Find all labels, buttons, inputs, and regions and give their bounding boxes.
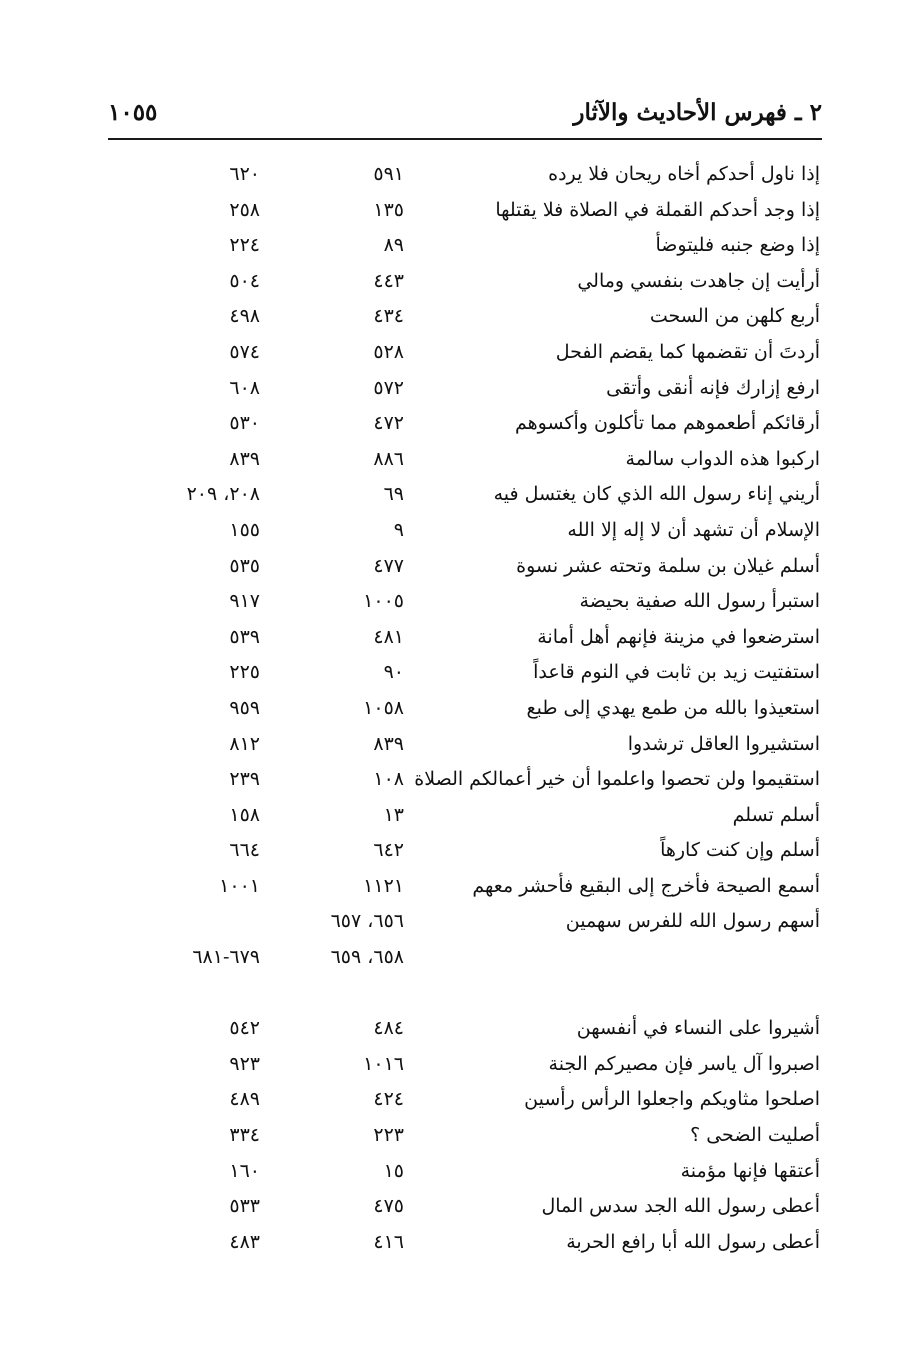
entry-ref-secondary: ١٠٠١ [219,874,260,897]
entry-text: أعطى رسول الله الجد سدس المال [541,1195,820,1218]
entry-ref-secondary: ٩٥٩ [229,696,260,719]
index-entry [0,477,924,513]
entry-ref-secondary: ٥٣٠ [229,412,260,435]
entry-ref-primary: ٦٩ [383,483,404,506]
index-entry [0,655,924,691]
entry-text: ارفع إزارك فإنه أنقى وأتقى [606,376,820,399]
index-entry [0,727,924,763]
entry-text: أسلم تسلم [732,803,820,826]
entry-ref-secondary: ٣٣٤ [229,1124,260,1147]
index-entry [0,406,924,442]
index-entry [0,228,924,264]
entry-ref-secondary: ٥٣٩ [229,625,260,648]
index-entry [0,1082,924,1118]
entry-text: أريني إناء رسول الله الذي كان يغتسل فيه [493,483,820,506]
entry-ref-secondary: ٤٨٩ [229,1088,260,1111]
entry-text: استعيذوا بالله من طمع يهدي إلى طبع [526,696,820,719]
entry-ref-secondary: ٨٣٩ [229,447,260,470]
entry-ref-primary: ١٠٨ [373,768,404,791]
entry-text: أصليت الضحى ؟ [690,1124,820,1147]
index-entry [0,371,924,407]
entry-ref-primary: ٤٧٧ [373,554,404,577]
entry-ref-secondary: ٢٠٨، ٢٠٩ [186,483,260,506]
entry-ref-secondary: ٦٢٠ [229,163,260,185]
entry-ref-primary: ٩ [393,518,404,541]
entry-text: اركبوا هذه الدواب سالمة [625,447,820,470]
entry-ref-primary: ١٠٥٨ [363,696,404,719]
index-entry [0,976,924,1012]
entry-ref-secondary: ٦٦٤ [229,839,260,862]
entry-ref-secondary: ٦٧٩-٦٨١ [192,946,260,969]
index-entry [0,691,924,727]
entry-text: استفتيت زيد بن ثابت في النوم قاعداً [533,661,820,684]
index-entry [0,584,924,620]
index-entry [0,335,924,371]
header-rule [108,138,822,140]
entry-text: أعتقها فإنها مؤمنة [680,1159,820,1182]
entry-text: أرقائكم أطعموهم مما تأكلون وأكسوهم [514,412,820,435]
index-entry [0,442,924,478]
page-title: ٢ ـ فهرس الأحاديث والآثار [573,98,822,126]
index-entry [0,1047,924,1083]
entry-ref-secondary: ٤٨٣ [229,1230,260,1253]
entry-ref-primary: ٥٩١ [373,163,404,185]
entry-ref-primary: ٤٨٤ [373,1017,404,1040]
entry-text: أربع كلهن من السحت [649,305,820,328]
entry-ref-primary: ٤٤٣ [373,269,404,292]
entry-ref-secondary: ٥٧٤ [229,340,260,363]
entry-ref-primary: ١٥ [383,1159,404,1182]
index-entry [0,869,924,905]
entry-ref-primary: ٦٤٢ [373,839,404,862]
hadith-index-list [0,157,924,1260]
entry-text: استرضعوا في مزينة فإنهم أهل أمانة [537,625,820,648]
index-entry [0,264,924,300]
entry-ref-secondary: ١٥٥ [229,518,260,541]
entry-text: أعطى رسول الله أبا رافع الحربة [566,1230,820,1253]
index-entry [0,940,924,976]
entry-ref-primary: ٩٠ [383,661,404,684]
entry-ref-secondary: ٥٣٣ [229,1195,260,1218]
entry-ref-secondary: ٩٢٣ [229,1052,260,1075]
entry-text: أسمع الصيحة فأخرج إلى البقيع فأحشر معهم [472,874,820,897]
entry-ref-primary: ٤٣٤ [373,305,404,328]
entry-ref-primary: ٢٢٣ [373,1124,404,1147]
entry-ref-secondary: ١٦٠ [229,1159,260,1182]
entry-ref-secondary: ٨١٢ [229,732,260,755]
entry-ref-primary: ٨٨٦ [373,447,404,470]
entry-ref-secondary: ٢٢٥ [229,661,260,684]
index-entry [0,299,924,335]
entry-ref-secondary: ٤٩٨ [229,305,260,328]
index-entry [0,513,924,549]
index-entry [0,193,924,229]
entry-ref-primary: ٥٢٨ [373,340,404,363]
entry-ref-primary: ١٠١٦ [363,1052,404,1075]
index-entry [0,157,924,193]
entry-text: استقيموا ولن تحصوا واعلموا أن خير أعمالكم الصلاة [414,768,820,791]
index-entry [0,1225,924,1261]
entry-ref-secondary: ٢٣٩ [229,768,260,791]
entry-ref-primary: ١٣٥ [373,198,404,221]
entry-ref-secondary: ١٥٨ [229,803,260,826]
index-entry [0,798,924,834]
entry-ref-primary: ٨٩ [383,234,404,257]
index-entry [0,1011,924,1047]
entry-ref-secondary: ٥٣٥ [229,554,260,577]
index-entry [0,1154,924,1190]
entry-ref-primary: ٤٧٥ [373,1195,404,1218]
entry-ref-primary: ١١٢١ [363,874,404,897]
entry-ref-secondary: ٥٠٤ [229,269,260,292]
entry-text: استشيروا العاقل ترشدوا [627,732,820,755]
entry-text: أسلم وإن كنت كارهاً [660,839,820,862]
entry-text: أرأيت إن جاهدت بنفسي ومالي [577,269,820,292]
entry-text: إذا وضع جنبه فليتوضأ [655,234,820,257]
entry-text: أسلم غيلان بن سلمة وتحته عشر نسوة [516,554,820,577]
index-entry [0,833,924,869]
page-header [108,92,822,132]
entry-ref-primary: ٥٧٢ [373,376,404,399]
entry-ref-primary: ١٣ [383,803,404,826]
index-entry [0,549,924,585]
page-number: ١٠٥٥ [108,98,158,126]
index-entry [0,1118,924,1154]
entry-text: اصبروا آل ياسر فإن مصيركم الجنة [548,1052,820,1075]
entry-ref-primary: ٤١٦ [373,1230,404,1253]
entry-ref-primary: ٤٢٤ [373,1088,404,1111]
entry-ref-primary: ٤٧٢ [373,412,404,435]
entry-text: أردتَ أن تقضمها كما يقضم الفحل [555,340,820,363]
entry-ref-primary: ٤٨١ [373,625,404,648]
index-entry [0,904,924,940]
entry-ref-primary: ٦٥٨، ٦٥٩ [330,946,404,969]
index-entry [0,762,924,798]
entry-ref-primary: ٦٥٦، ٦٥٧ [330,910,404,933]
entry-ref-secondary: ٥٤٢ [229,1017,260,1040]
entry-text: أسهم رسول الله للفرس سهمين [565,910,820,933]
entry-text: إذا ناول أحدكم أخاه ريحان فلا يرده [548,163,820,185]
entry-ref-primary: ١٠٠٥ [363,590,404,613]
entry-text: اصلحوا مثاويكم واجعلوا الرأس رأسين [524,1088,820,1111]
entry-text: الإسلام أن تشهد أن لا إله إلا الله [567,518,820,541]
entry-ref-primary: ٨٣٩ [373,732,404,755]
entry-ref-secondary: ٢٢٤ [229,234,260,257]
entry-ref-secondary: ٦٠٨ [229,376,260,399]
entry-text: إذا وجد أحدكم القملة في الصلاة فلا يقتلها [495,198,820,221]
entry-ref-secondary: ٢٥٨ [229,198,260,221]
index-entry [0,620,924,656]
entry-ref-secondary: ٩١٧ [229,590,260,613]
index-entry [0,1189,924,1225]
entry-text: أشيروا على النساء في أنفسهن [576,1017,820,1040]
entry-text: استبرأ رسول الله صفية بحيضة [579,590,820,613]
